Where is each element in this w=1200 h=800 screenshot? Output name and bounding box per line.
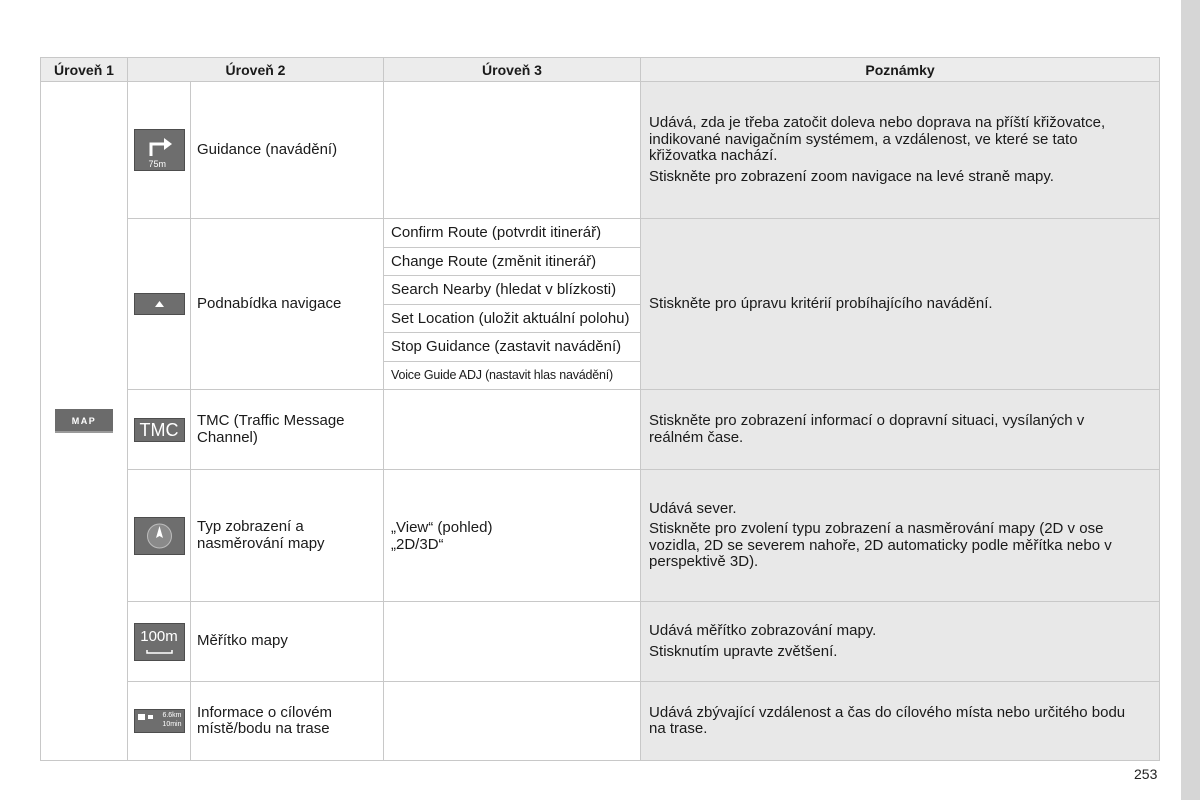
icon-cell [128,470,191,602]
note-text: Stisknutím upravte zvětšení. [649,642,838,660]
scale-label: 100m [140,627,178,645]
icon-cell [128,682,191,761]
side-strip [1181,0,1200,800]
note-text: Udává, zda je třeba zatočit doleva nebo doprava na příští křižovatce, indikované navigačním systémem, a vzdálenost, ve které se tato křižovatka nachází. [649,114,1106,164]
submenu-item-set-location[interactable]: Set Location (uložit aktuální polohu) [384,305,640,334]
notes-cell [641,682,1160,761]
level-3-list [384,219,641,390]
notes-cell [641,470,1160,602]
table-row [41,390,1160,470]
level-2-label: Podnabídka navigace [191,219,384,390]
menu-table [40,57,1160,761]
table-row [41,470,1160,602]
scale-icon [134,623,185,661]
notes-cell [641,602,1160,682]
level-3-view[interactable]: „View“ (pohled) [391,518,493,536]
note-text: Stiskněte pro zobrazení zoom navigace na levé straně mapy. [649,167,1054,185]
submenu-item-search-nearby[interactable]: Search Nearby (hledat v blízkosti) [384,276,640,305]
table-row [41,82,1160,219]
level-3-cell [384,682,641,761]
map-button[interactable]: MAP [55,409,113,433]
page-number: 253 [1134,766,1158,782]
note-text: Udává měřítko zobrazování mapy. [649,622,877,639]
level-3-cell [384,390,641,470]
compass-icon [134,517,185,555]
header-level-3: Úroveň 3 [384,58,641,82]
level-3-cell [384,470,641,602]
triangle-up-icon [134,293,185,315]
note-text: Stiskněte pro zvolení typu zobrazení a nasměrování mapy (2D v ose vozidla, 2D se severem nahoře, 2D automaticky podle měřítka nebo v perspektivě 3D). [649,520,1112,570]
table-row [41,682,1160,761]
icon-cell [128,390,191,470]
header-level-2: Úroveň 2 [128,58,384,82]
time-value: 10min [162,721,182,728]
submenu-item-stop-guidance[interactable]: Stop Guidance (zastavit navádění) [384,333,640,362]
header-notes: Poznámky [641,58,1160,82]
level-2-label: Informace o cílovém místě/bodu na trase [191,682,384,761]
destination-info-icon [134,709,185,733]
level-2-label: Typ zobrazení a nasměrování mapy [191,470,384,602]
note-text: Stiskněte pro zobrazení informací o dopravní situaci, vysílaných v reálném čase. [649,412,1085,446]
notes-cell [641,390,1160,470]
header-row [41,58,1160,82]
level-3-cell [384,602,641,682]
note-text: Udává zbývající vzdálenost a čas do cílového místa nebo určitého bodu na trase. [649,703,1126,737]
icon-cell [128,219,191,390]
submenu-item-voice-guide[interactable]: Voice Guide ADJ (nastavit hlas navádění) [391,367,614,382]
level-2-label: Měřítko mapy [191,602,384,682]
tmc-icon: TMC [134,418,185,442]
turn-arrow-icon [134,129,185,171]
note-text: Udává sever. [649,499,737,517]
icon-cell [128,82,191,219]
level-2-label: Guidance (navádění) [191,82,384,219]
icon-cell [128,602,191,682]
submenu-item-confirm-route[interactable]: Confirm Route (potvrdit itinerář) [384,219,640,248]
table-row [41,219,1160,390]
notes-cell [641,82,1160,219]
level-3-2d3d[interactable]: „2D/3D“ [391,535,444,553]
submenu-item-change-route[interactable]: Change Route (změnit itinerář) [384,248,640,277]
distance-label: 75m [148,159,167,169]
distance-value: 6.6km [162,712,182,719]
level-1-cell [41,82,128,761]
header-level-1: Úroveň 1 [41,58,128,82]
level-2-label: TMC (Traffic Message Channel) [191,390,384,470]
level-3-cell [384,82,641,219]
notes-cell [641,219,1160,390]
note-text: Stiskněte pro úpravu kritérií probíhajícího navádění. [649,294,993,312]
table-row [41,602,1160,682]
